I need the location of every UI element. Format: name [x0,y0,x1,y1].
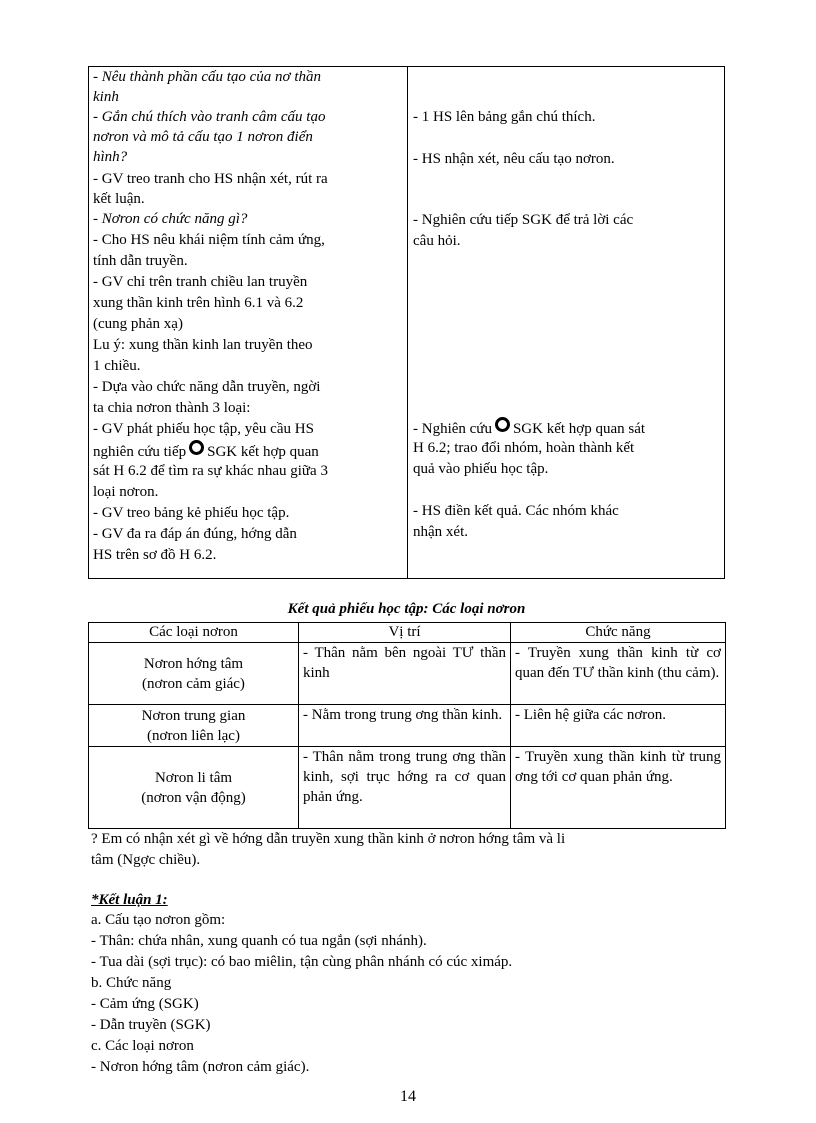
text-line: kinh [93,89,119,105]
text-line: hình? [93,149,128,165]
header-position: Vị trí [299,623,511,643]
page-number: 14 [400,1088,416,1105]
text-line: - GV treo tranh cho HS nhận xét, rút ra [93,171,328,187]
text-line: nhận xét. [413,524,468,540]
neuron-type-cell [89,705,299,747]
text-line: 1 chiều. [93,358,141,374]
neuron-type-cell [89,747,299,829]
circle-bullet-icon [189,440,204,455]
question-line: tâm (Ngợc chiều). [91,852,201,868]
question-line: ? Em có nhận xét gì về hớng dẫn truyền xung thần kinh ở nơron hớng tâm và li [91,831,566,847]
text-line: câu hỏi. [413,233,461,249]
text-line: quả vào phiếu học tập. [413,461,549,477]
function-cell: - Truyền xung thần kinh từ trung ơng tới cơ quan phản ứng. [511,747,726,829]
text-line: H 6.2; trao đổi nhóm, hoàn thành kết [413,440,635,456]
table-row [89,643,726,705]
table-header-row [89,623,726,643]
text-line: loại nơron. [93,484,159,500]
neuron-type-alias: (nơron cảm giác) [142,675,245,692]
text-line: - GV chỉ trên tranh chiều lan truyền [93,274,308,290]
text-line-with-icon [413,417,645,439]
text-line: Lu ý: xung thần kinh lan truyền theo [93,337,313,353]
conclusion-line: a. Cấu tạo nơron gồm: [91,912,226,928]
column-divider [407,67,408,578]
activity-table [88,66,725,579]
text-line: - HS nhận xét, nêu cấu tạo nơron. [413,151,615,167]
text-line: - Nơron có chức năng gì? [93,211,248,227]
text-line: xung thần kinh trên hình 6.1 và 6.2 [93,295,304,311]
position-cell: - Thân nằm trong trung ơng thần kinh, sợi trục hớng ra cơ quan phản ứng. [299,747,511,829]
text-line: tính dẫn truyền. [93,253,188,269]
text-line: - GV treo bảng kẻ phiếu học tập. [93,505,290,521]
text-line: - Nghiên cứu tiếp SGK để trả lời các [413,212,634,228]
neuron-type-cell [89,643,299,705]
conclusion-heading: *Kết luận 1: [91,892,168,908]
header-function: Chức năng [511,623,726,643]
function-cell: - Liên hệ giữa các nơron. [511,705,726,747]
text-line: SGK kết hợp quan sát [512,421,646,437]
conclusion-line: - Cảm ứng (SGK) [91,996,199,1012]
conclusion-line: - Nơron hớng tâm (nơron cảm giác). [91,1059,310,1075]
text-line: - GV đa ra đáp án đúng, hớng dẫn [93,526,297,542]
header-neuron-type: Các loại nơron [89,623,299,643]
text-line: - GV phát phiếu học tập, yêu cầu HS [93,421,314,437]
text-line: (cung phản xạ) [93,316,183,332]
text-line: - 1 HS lên bảng gắn chú thích. [413,109,596,125]
position-cell: - Thân nằm bên ngoài TƯ thần kinh [299,643,511,705]
position-cell: - Nằm trong trung ơng thần kinh. [299,705,511,747]
conclusion-line: - Thân: chứa nhân, xung quanh có tua ngắn (sợi nhánh). [91,933,427,949]
conclusion-line: b. Chức năng [91,975,172,991]
neuron-type-name: Nơron trung gian [141,707,246,724]
text-line: nơron và mô tả cấu tạo 1 nơron điển [93,129,313,145]
text-line: HS trên sơ đồ H 6.2. [93,547,217,563]
conclusion-line: - Dẫn truyền (SGK) [91,1017,211,1033]
table-row [89,705,726,747]
neuron-type-alias: (nơron vận động) [141,789,246,806]
table-row [89,747,726,829]
conclusion-line: - Tua dài (sợi trục): có bao miêlin, tận cùng phân nhánh có cúc ximáp. [91,954,513,970]
text-line: - Cho HS nêu khái niệm tính cảm ứng, [93,232,325,248]
text-line: - HS điền kết quả. Các nhóm khác [413,503,619,519]
text-line: kết luận. [93,191,145,207]
text-line: ta chia nơron thành 3 loại: [93,400,251,416]
circle-bullet-icon [495,417,510,432]
text-line: sát H 6.2 để tìm ra sự khác nhau giữa 3 [93,463,328,479]
text-line: SGK kết hợp quan [207,444,319,460]
text-line: - Dựa vào chức năng dẫn truyền, ngời [93,379,321,395]
text-line: - Gắn chú thích vào tranh câm cấu tạo [93,109,326,125]
text-line-prefix: - Nghiên cứu [413,421,492,437]
text-line-with-icon [93,440,319,462]
results-table-caption: Kết quả phiếu học tập: Các loại nơron [287,601,526,617]
neuron-type-name: Nơron li tâm [154,769,233,786]
text-line: - Nêu thành phần cấu tạo của nơ thần [93,69,321,85]
text-line-prefix: nghiên cứu tiếp [93,444,187,460]
function-cell: - Truyền xung thần kinh từ cơ quan đến TƯ thần kinh (thu cảm). [511,643,726,705]
neuron-type-alias: (nơron liên lạc) [147,727,240,744]
results-table [88,622,726,829]
neuron-type-name: Nơron hớng tâm [143,655,244,672]
conclusion-line: c. Các loại nơron [91,1038,194,1054]
